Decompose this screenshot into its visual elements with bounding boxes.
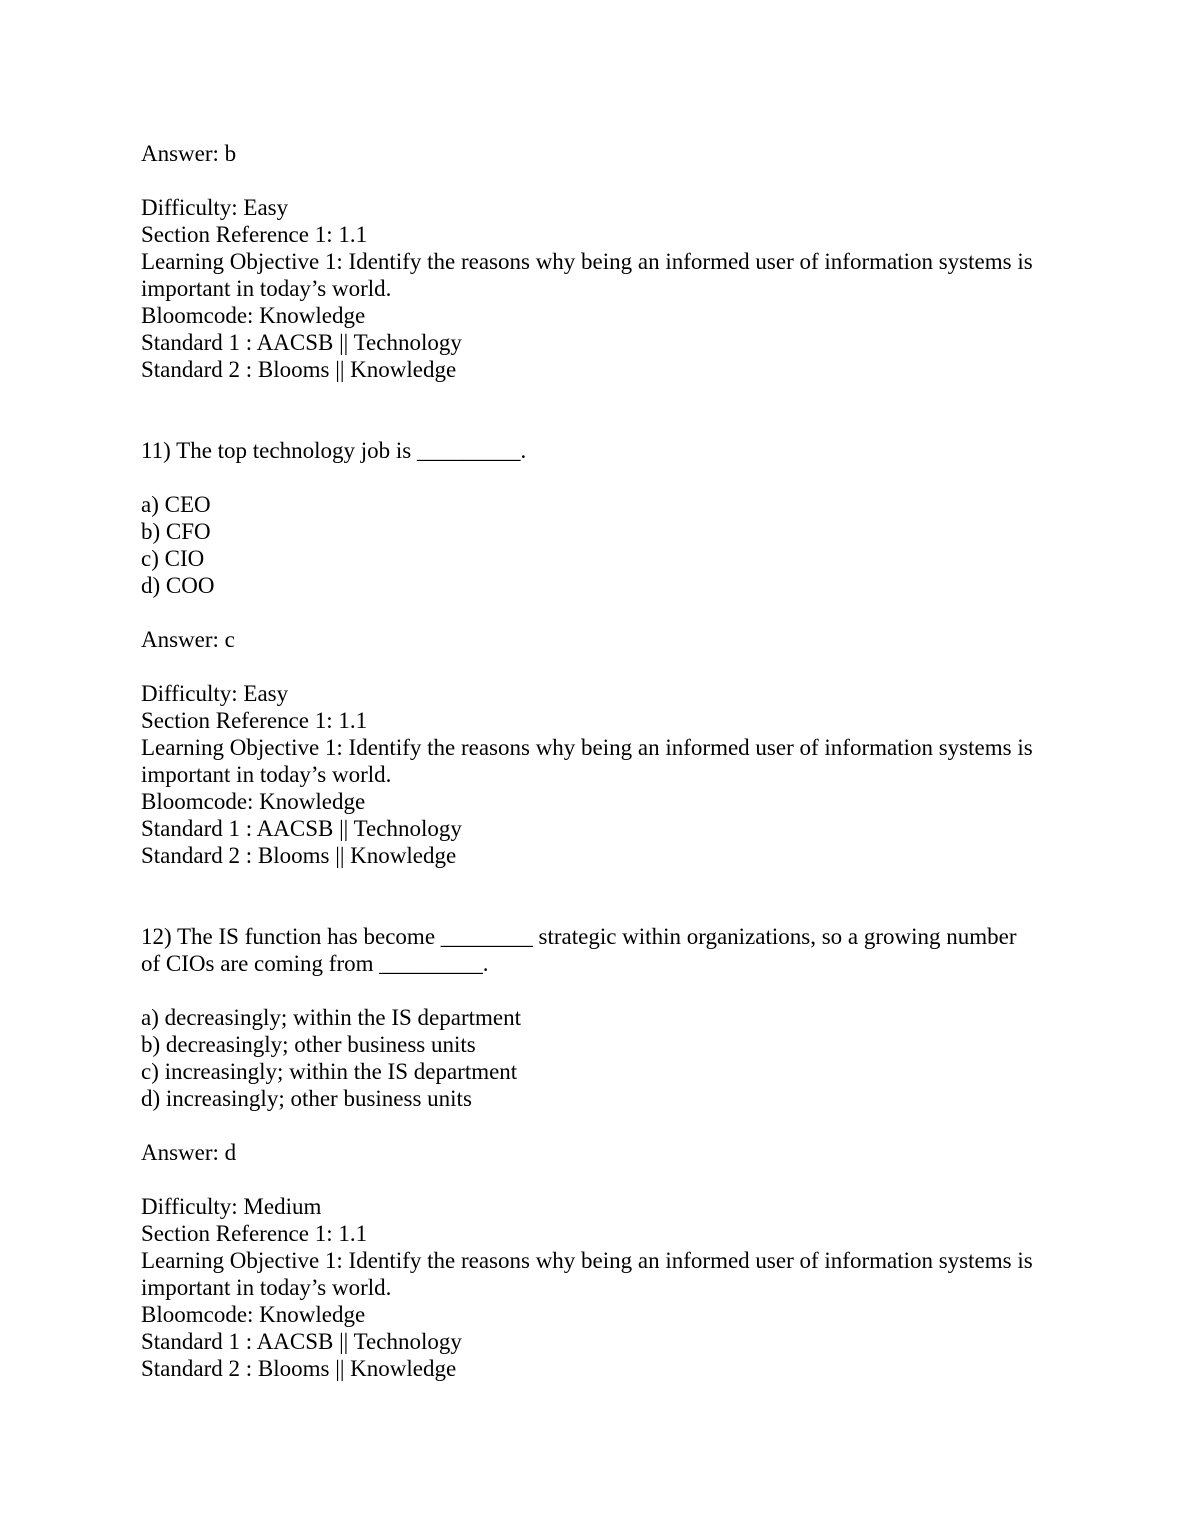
difficulty-line: Difficulty: Easy xyxy=(141,681,289,706)
learning-objective-line-cont: important in today’s world. xyxy=(141,762,392,787)
spacer xyxy=(141,599,1051,626)
standard-2-line: Standard 2 : Blooms || Knowledge xyxy=(141,843,457,868)
learning-objective-line-cont: important in today’s world. xyxy=(141,276,392,301)
spacer xyxy=(141,1166,1051,1193)
option-d: d) COO xyxy=(141,573,215,598)
option-b: b) decreasingly; other business units xyxy=(141,1032,476,1057)
question-12-text-cont: of CIOs are coming from _________. xyxy=(141,951,489,976)
section-reference-line: Section Reference 1: 1.1 xyxy=(141,708,368,733)
document-page xyxy=(141,140,1051,1382)
standard-1-line: Standard 1 : AACSB || Technology xyxy=(141,330,462,355)
bloomcode-line: Bloomcode: Knowledge xyxy=(141,303,366,328)
standard-2-line: Standard 2 : Blooms || Knowledge xyxy=(141,1356,457,1381)
standard-2-line: Standard 2 : Blooms || Knowledge xyxy=(141,357,457,382)
section-reference-line: Section Reference 1: 1.1 xyxy=(141,1221,368,1246)
option-d: d) increasingly; other business units xyxy=(141,1086,472,1111)
spacer xyxy=(141,1112,1051,1139)
bloomcode-line: Bloomcode: Knowledge xyxy=(141,1302,366,1327)
spacer xyxy=(141,383,1051,437)
learning-objective-line: Learning Objective 1: Identify the reasons why being an informed user of information systems is xyxy=(141,249,1033,274)
learning-objective-line: Learning Objective 1: Identify the reasons why being an informed user of information systems is xyxy=(141,735,1033,760)
option-c: c) CIO xyxy=(141,546,205,571)
option-c: c) increasingly; within the IS department xyxy=(141,1059,518,1084)
learning-objective-line-cont: important in today’s world. xyxy=(141,1275,392,1300)
answer-line: Answer: b xyxy=(141,141,237,166)
option-a: a) CEO xyxy=(141,492,211,517)
answer-line: Answer: c xyxy=(141,627,235,652)
standard-1-line: Standard 1 : AACSB || Technology xyxy=(141,1329,462,1354)
spacer xyxy=(141,464,1051,491)
section-reference-line: Section Reference 1: 1.1 xyxy=(141,222,368,247)
spacer xyxy=(141,653,1051,680)
option-a: a) decreasingly; within the IS department xyxy=(141,1005,522,1030)
question-11-text: 11) The top technology job is _________. xyxy=(141,438,527,463)
standard-1-line: Standard 1 : AACSB || Technology xyxy=(141,816,462,841)
spacer xyxy=(141,167,1051,194)
question-12-text: 12) The IS function has become ________ strategic within organizations, so a growing number xyxy=(141,924,1017,949)
bloomcode-line: Bloomcode: Knowledge xyxy=(141,789,366,814)
option-b: b) CFO xyxy=(141,519,211,544)
answer-line: Answer: d xyxy=(141,1140,237,1165)
spacer xyxy=(141,869,1051,923)
difficulty-line: Difficulty: Medium xyxy=(141,1194,322,1219)
spacer xyxy=(141,977,1051,1004)
learning-objective-line: Learning Objective 1: Identify the reasons why being an informed user of information systems is xyxy=(141,1248,1033,1273)
difficulty-line: Difficulty: Easy xyxy=(141,195,289,220)
